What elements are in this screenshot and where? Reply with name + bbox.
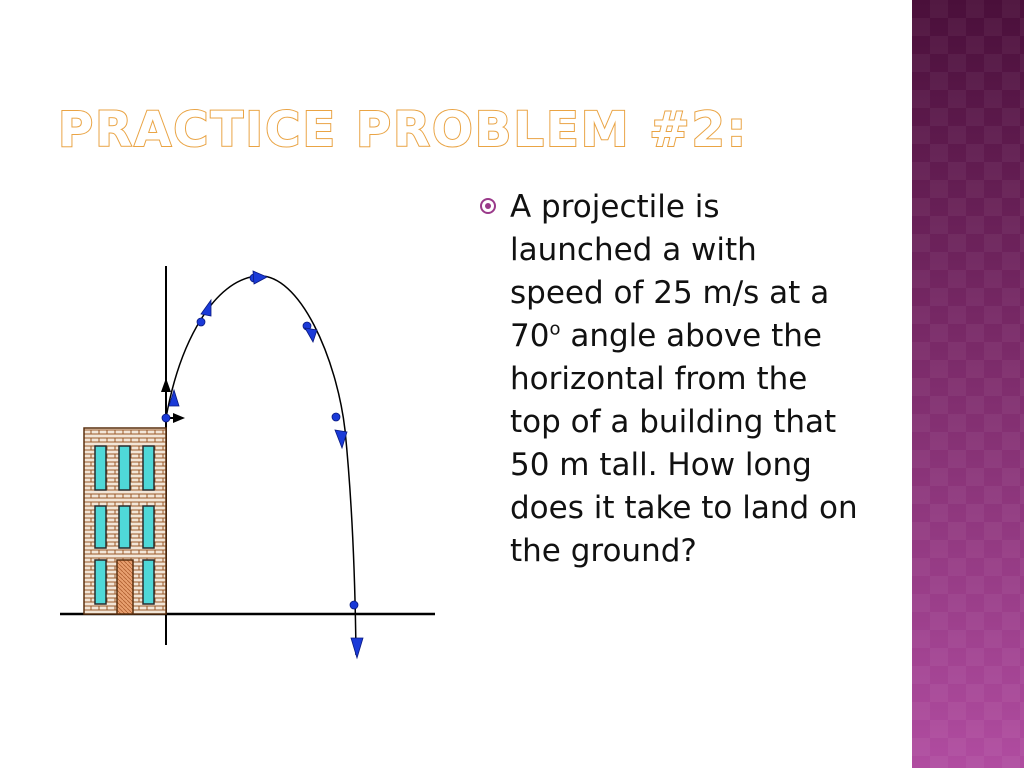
building-icon <box>84 428 166 614</box>
trajectory-path <box>166 276 356 655</box>
problem-text-part-1: A projectile is launched a with speed of 25 m/s at a 70 <box>510 189 830 354</box>
velocity-arrow-icon <box>162 271 363 658</box>
projectile-diagram <box>55 260 445 665</box>
decorative-side-band <box>912 0 1024 768</box>
slide-title: PRACTICE PROBLEM #2: <box>58 102 749 158</box>
problem-statement <box>510 186 860 573</box>
degree-superscript: o <box>549 318 561 340</box>
problem-text-part-2: angle above the horizontal from the top of a building that 50 m tall. How long does it take to land on the ground? <box>510 318 858 569</box>
radio-bullet-icon <box>480 198 496 214</box>
bullet-list <box>480 186 860 573</box>
